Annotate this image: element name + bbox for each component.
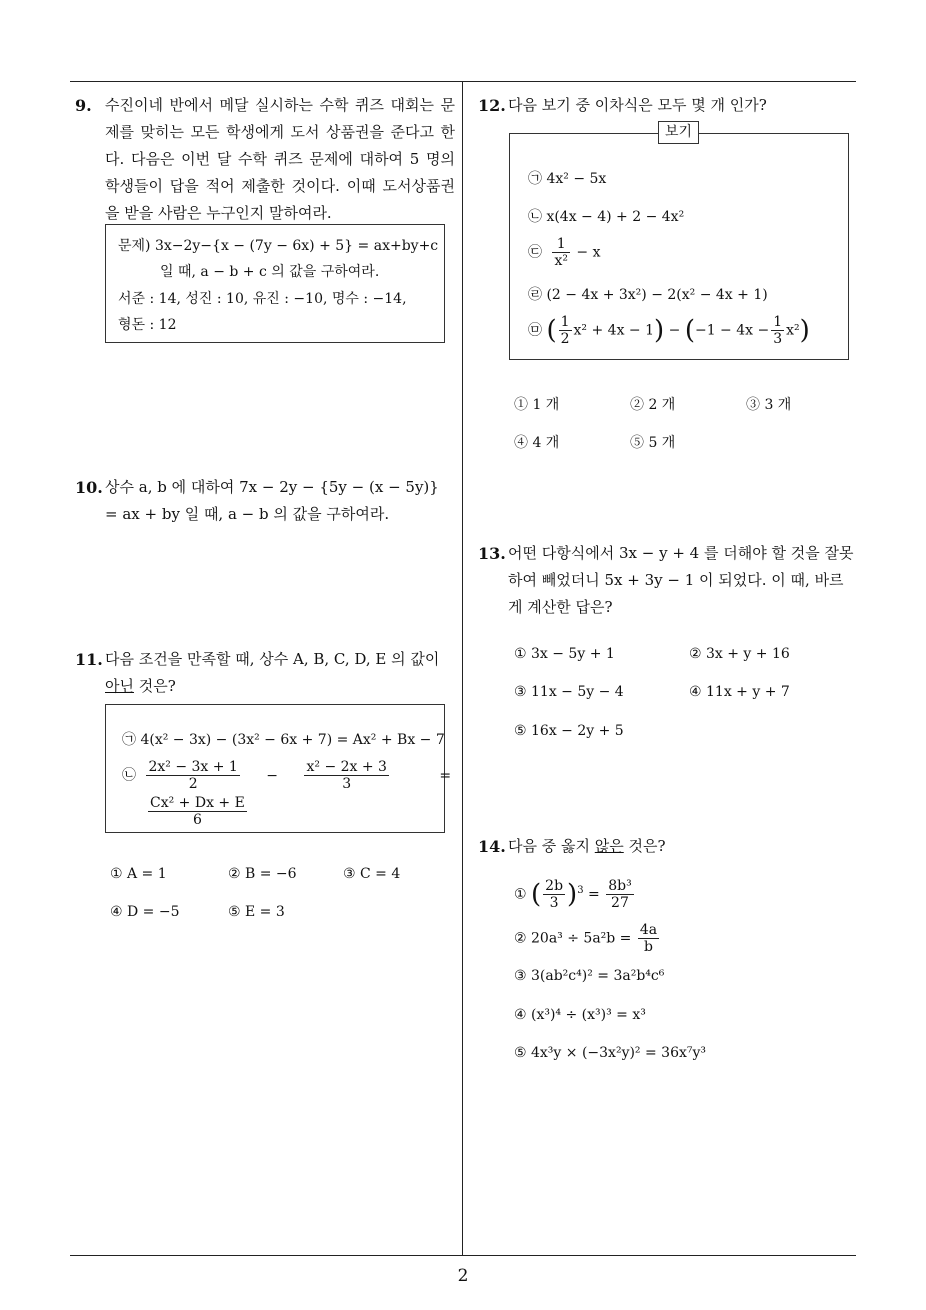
numerator: 2b	[545, 878, 564, 894]
answer-option[interactable]: ⑤ 4x³y × (−3x²y)² = 36x⁷y³	[514, 1045, 707, 1061]
question-text: 다음 보기 중 이차식은 모두 몇 개 인가?	[508, 96, 767, 114]
answer-option[interactable]: ③ 3 개	[746, 397, 792, 413]
right-paren: )	[799, 315, 810, 346]
question-10	[75, 474, 455, 528]
right-paren: )	[567, 879, 578, 910]
bottom-rule	[70, 1255, 856, 1256]
answer-option[interactable]: ② 3x + y + 16	[689, 646, 790, 662]
numerator: 4a	[639, 922, 658, 938]
operator: =	[588, 886, 600, 903]
fraction	[148, 795, 247, 828]
page-number: 2	[457, 1266, 469, 1286]
denominator: 3	[773, 331, 783, 347]
condition-item	[146, 795, 249, 828]
answer-option[interactable]: ② B = −6	[228, 866, 297, 882]
item-label: ㉢	[528, 244, 542, 261]
fraction	[638, 922, 659, 955]
text-segment: 것은?	[133, 677, 176, 695]
answer-option[interactable]: ② 2 개	[630, 397, 676, 413]
question-number: 13.	[478, 544, 506, 563]
numerator: Cx² + Dx + E	[150, 795, 245, 811]
condition-item	[122, 759, 451, 792]
option-label: ①	[514, 886, 527, 903]
right-paren: )	[654, 315, 665, 346]
option-expression: ② 20a³ ÷ 5a²b =	[514, 930, 632, 947]
question-number: 12.	[478, 96, 506, 115]
left-paren: (	[546, 315, 557, 346]
answer-option[interactable]: ⑤ 16x − 2y + 5	[514, 723, 624, 739]
answer-option[interactable]: ⑤ E = 3	[228, 904, 285, 920]
item-label: ㉡	[122, 767, 136, 784]
exponent: 3	[577, 884, 584, 896]
fraction	[146, 759, 239, 792]
fraction	[552, 236, 570, 269]
text-segment: 다음 중 옳지	[508, 837, 595, 855]
question-9	[75, 92, 455, 227]
answer-option[interactable]: ① A = 1	[110, 866, 167, 882]
denominator: 6	[192, 812, 202, 828]
fraction	[771, 314, 784, 347]
operator: −	[668, 322, 681, 339]
box-line: 형돈 : 12	[118, 317, 177, 333]
fraction	[543, 878, 565, 911]
operator: =	[439, 767, 452, 784]
example-item	[528, 236, 601, 269]
denominator: 27	[611, 895, 629, 911]
q12-example-box	[509, 133, 849, 360]
fraction	[606, 878, 633, 911]
example-item	[528, 314, 810, 347]
expression-tail: − x	[576, 244, 601, 261]
underlined-word: 않은	[594, 837, 624, 855]
underlined-word: 아닌	[105, 677, 134, 695]
question-number: 14.	[478, 837, 506, 856]
box-line: 문제) 3x−2y−{x − (7y − 6x) + 5} = ax+by+c	[118, 238, 439, 254]
text-segment: 다음 조건을 만족할 때, 상수 A, B, C, D, E 의 값이	[105, 650, 440, 668]
numerator: x² − 2x + 3	[306, 759, 387, 775]
text-segment: 것은?	[623, 837, 666, 855]
q9-problem-box	[105, 224, 445, 343]
answer-option[interactable]: ⑤ 5 개	[630, 435, 676, 451]
answer-option[interactable]: ③ 11x − 5y − 4	[514, 684, 624, 700]
expression-part: x² + 4x − 1	[573, 322, 655, 339]
answer-option[interactable]: ④ 4 개	[514, 435, 560, 451]
numerator: 1	[560, 314, 570, 330]
answer-option[interactable]: ① 1 개	[514, 397, 560, 413]
fraction	[304, 759, 388, 792]
q11-condition-box	[105, 704, 452, 833]
fraction	[559, 314, 572, 347]
question-14	[478, 833, 858, 860]
question-number: 10.	[75, 478, 103, 497]
question-12	[478, 92, 858, 119]
left-paren: (	[531, 879, 542, 910]
numerator: 1	[773, 314, 783, 330]
question-13	[478, 540, 858, 621]
answer-option[interactable]: ① 3x − 5y + 1	[514, 646, 615, 662]
answer-option[interactable]: ③ C = 4	[343, 866, 401, 882]
column-divider	[462, 82, 463, 1255]
condition-item: ㉠ 4(x² − 3x) − (3x² − 6x + 7) = Ax² + Bx − 7	[122, 732, 445, 748]
operator: −	[266, 767, 279, 784]
denominator: x²	[554, 253, 568, 269]
answer-option[interactable]: ③ 3(ab²c⁴)² = 3a²b⁴c⁶	[514, 968, 665, 984]
answer-option[interactable]: ④ 11x + y + 7	[689, 684, 790, 700]
answer-option[interactable]: ④ D = −5	[110, 904, 180, 920]
question-11	[75, 646, 455, 700]
example-item: ㉠ 4x² − 5x	[528, 171, 607, 187]
denominator: 2	[188, 776, 198, 792]
top-rule	[70, 81, 856, 82]
question-text: 수진이네 반에서 메달 실시하는 수학 퀴즈 대회는 문제를 맞히는 모든 학생에게 도서 상품권을 준다고 한다. 다음은 이번 달 수학 퀴즈 문제에 대하여 5 명의 학생들이 답을 적어 제출한 것이다. 이때 도서상품권을 받을 사람은 누구인지 말하여라.	[105, 96, 455, 222]
question-text	[478, 833, 858, 860]
answer-option[interactable]	[514, 878, 636, 911]
expression-part: x²	[786, 322, 800, 339]
question-text	[75, 646, 455, 700]
example-item: ㉣ (2 − 4x + 3x²) − 2(x² − 4x + 1)	[528, 287, 768, 303]
item-label: ㉤	[528, 322, 542, 339]
question-text: 상수 a, b 에 대하여 7x − 2y − {5y − (x − 5y)} = ax + by 일 때, a − b 의 값을 구하여라.	[105, 478, 439, 523]
question-text: 어떤 다항식에서 3x − y + 4 를 더해야 할 것을 잘못하여 빼었더니 5x + 3y − 1 이 되었다. 이 때, 바르게 계산한 답은?	[508, 544, 854, 616]
denominator: 2	[560, 331, 570, 347]
question-number: 11.	[75, 650, 103, 669]
numerator: 2x² − 3x + 1	[148, 759, 238, 775]
box-line: 일 때, a − b + c 의 값을 구하여라.	[160, 264, 380, 280]
answer-option[interactable]	[514, 922, 661, 955]
example-box-legend: 보기	[658, 121, 699, 144]
numerator: 8b³	[608, 878, 632, 894]
numerator: 1	[552, 236, 570, 253]
denominator: 3	[549, 895, 559, 911]
question-number: 9.	[75, 96, 92, 115]
box-line: 서준 : 14, 성진 : 10, 유진 : −10, 명수 : −14,	[118, 291, 407, 307]
left-paren: (	[684, 315, 695, 346]
denominator: 3	[342, 776, 352, 792]
answer-option[interactable]: ④ (x³)⁴ ÷ (x³)³ = x³	[514, 1007, 646, 1023]
expression-part: −1 − 4x −	[694, 322, 770, 339]
denominator: b	[644, 939, 653, 955]
example-item: ㉡ x(4x − 4) + 2 − 4x²	[528, 209, 685, 225]
